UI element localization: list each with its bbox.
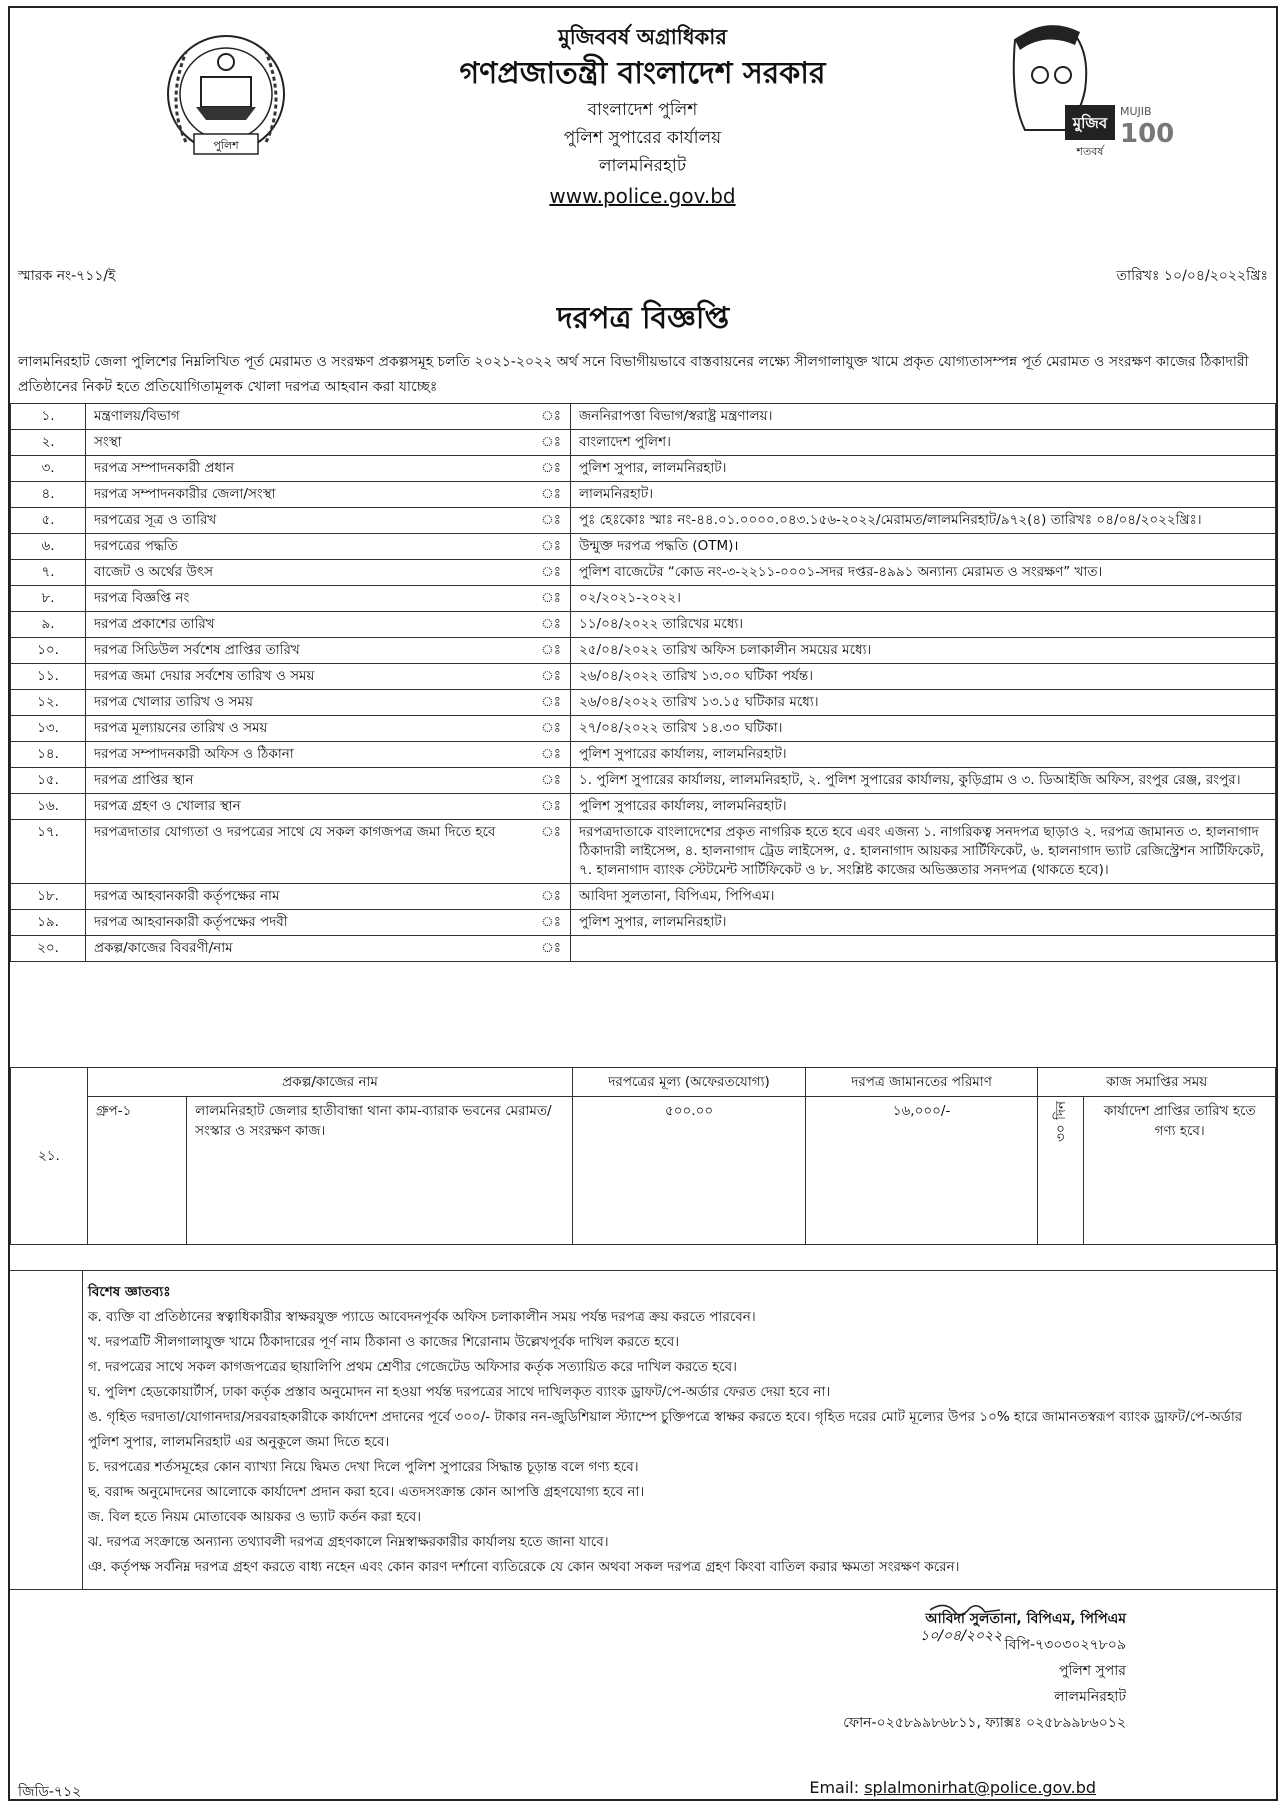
note-item: ঙ. গৃহিত দরদাতা/যোগানদার/সরবরাহকারীকে কার্যাদেশ প্রদানের পূর্বে ৩০০/- টাকার নন-জুডিশিয়াল স্ট্যাম্পে চুক্তিপত্রে স্বাক্ষর করতে হবে। গৃহিত দরের মোট মূল্যের উপর ১০% হারে জামানতস্বরূপ ব্যাংক ড্রাফট/পে-অর্ডার পুলিশ সুপার, লালমনিরহাট এর অনুকূলে জমা দিতে হবে। bbox=[88, 1409, 1243, 1450]
table-row bbox=[11, 820, 1276, 884]
memo-number: স্মারক নং-৭১১/ই bbox=[18, 268, 116, 284]
header-completion-time: কাজ সমাপ্তির সময় bbox=[1038, 1068, 1276, 1097]
group-table bbox=[10, 1067, 1276, 1245]
row-label: বাজেট ও অর্থের উৎস bbox=[86, 560, 533, 586]
note-item: খ. দরপত্রটি সীলগালাযুক্ত খামে ঠিকাদারের পূর্ণ নাম ঠিকানা ও কাজের শিরোনাম উল্লেখপূর্বক দাখিল করতে হবে। bbox=[88, 1334, 680, 1350]
row-value: ২৬/০৪/২০২২ তারিখ ১৩.১৫ ঘটিকার মধ্যে। bbox=[571, 690, 1276, 716]
table-row bbox=[11, 742, 1276, 768]
group-label: গ্রুপ-১ bbox=[87, 1097, 186, 1245]
table-row bbox=[11, 456, 1276, 482]
table-row bbox=[11, 936, 1276, 962]
table-row bbox=[11, 690, 1276, 716]
note-item: ক. ব্যক্তি বা প্রতিষ্ঠানের স্বত্বাধিকারীর স্বাক্ষরযুক্ত প্যাডে আবেদনপূর্বক অফিস চলাকালীন সময় পর্যন্ত দরপত্র ক্রয় করতে পারবেন। bbox=[88, 1309, 756, 1325]
table-row bbox=[11, 910, 1276, 936]
row-value: ২৫/০৪/২০২২ তারিখ অফিস চলাকালীন সময়ের মধ্যে। bbox=[571, 638, 1276, 664]
signatory-designation: পুলিশ সুপার bbox=[1058, 1663, 1126, 1679]
row-label: প্রকল্প/কাজের বিবরণী/নাম bbox=[86, 936, 533, 962]
note-item: চ. দরপত্রের শর্তসমূহের কোন ব্যাখ্যা নিয়ে দ্বিমত দেখা দিলে পুলিশ সুপারের সিদ্ধান্ত চূড়ান্ত বলে গণ্য হবে। bbox=[88, 1459, 639, 1475]
row-colon: ঃ bbox=[532, 586, 571, 612]
row-colon: ঃ bbox=[532, 742, 571, 768]
special-notes bbox=[88, 1280, 1268, 1580]
row-colon: ঃ bbox=[532, 664, 571, 690]
row-value: লালমনিরহাট। bbox=[571, 482, 1276, 508]
table-row bbox=[11, 586, 1276, 612]
table-row bbox=[11, 768, 1276, 794]
row-value: ১১/০৪/২০২২ তারিখের মধ্যে। bbox=[571, 612, 1276, 638]
row-number: ১৩. bbox=[11, 716, 86, 742]
svg-text:100: 100 bbox=[1120, 119, 1175, 149]
row-colon: ঃ bbox=[532, 560, 571, 586]
row-colon: ঃ bbox=[532, 456, 571, 482]
row-value: দরপত্রদাতাকে বাংলাদেশের প্রকৃত নাগরিক হতে হবে এবং এজন্য ১. নাগরিকত্ব সনদপত্র ছাড়াও ২. দরপত্র জামানত ৩. হালনাগাদ ঠিকাদারী লাইসেন্স, ৪. হালনাগাদ ট্রেড লাইসেন্স, ৫. হালনাগাদ আয়কর সার্টিফিকেট, ৬. হালনাগাদ ভ্যাট রেজিস্ট্রেশন সার্টিফিকেট, ৭. হালনাগাদ ব্যাংক স্টেটমেন্ট সার্টিফিকেট ও ৮. সংশ্লিষ্ট কাজের অভিজ্ঞতার সনদপত্র (থাকতে হবে)। bbox=[571, 820, 1276, 884]
email-link[interactable]: splalmonirhat@police.gov.bd bbox=[864, 1778, 1096, 1797]
row-number: ৫. bbox=[11, 508, 86, 534]
row-colon: ঃ bbox=[532, 690, 571, 716]
signatory-district: লালমনিরহাট bbox=[1054, 1689, 1126, 1705]
row-value: পুলিশ বাজেটের “কোড নং-৩-২২১১-০০০১-সদর দপ্তর-৪৯৯১ অন্যান্য মেরামত ও সংরক্ষণ” খাত। bbox=[571, 560, 1276, 586]
row-number: ২. bbox=[11, 430, 86, 456]
table-row bbox=[11, 794, 1276, 820]
tender-details-table bbox=[10, 403, 1276, 962]
row-value: ০২/২০২১-২০২২। bbox=[571, 586, 1276, 612]
row-number: ১৬. bbox=[11, 794, 86, 820]
row-label: দরপত্রের সূত্র ও তারিখ bbox=[86, 508, 533, 534]
svg-text:MUJIB: MUJIB bbox=[1120, 105, 1152, 118]
row-value: ২৭/০৪/২০২২ তারিখ ১৪.৩০ ঘটিকা। bbox=[571, 716, 1276, 742]
svg-text:মুজিব: মুজিব bbox=[1072, 114, 1108, 132]
note-item: জ. বিল হতে নিয়ম মোতাবেক আয়কর ও ভ্যাট কর্তন করা হবে। bbox=[88, 1509, 422, 1525]
signatory-name: আবিদা সুলতানা, বিপিএম, পিপিএম bbox=[925, 1611, 1126, 1627]
row-colon: ঃ bbox=[532, 884, 571, 910]
row-label: দরপত্র জমা দেয়ার সর্বশেষ তারিখ ও সময় bbox=[86, 664, 533, 690]
row-number: ৮. bbox=[11, 586, 86, 612]
row-colon: ঃ bbox=[532, 482, 571, 508]
row-label: দরপত্র খোলার তারিখ ও সময় bbox=[86, 690, 533, 716]
completion-days: ৩০ দিন bbox=[1038, 1097, 1084, 1245]
row-colon: ঃ bbox=[532, 910, 571, 936]
row-value: বাংলাদেশ পুলিশ। bbox=[571, 430, 1276, 456]
table-row bbox=[11, 430, 1276, 456]
row-label: দরপত্র আহবানকারী কর্তৃপক্ষের পদবী bbox=[86, 910, 533, 936]
note-item: ছ. বরাদ্দ অনুমোদনের আলোকে কার্যাদেশ প্রদান করা হবে। এতদসংক্রান্ত কোন আপত্তি গ্রহণযোগ্য হবে না। bbox=[88, 1484, 645, 1500]
row-number: ১০. bbox=[11, 638, 86, 664]
row-colon: ঃ bbox=[532, 716, 571, 742]
row-value: পুঃ হেঃকোঃ স্মাঃ নং-৪৪.০১.০০০০.০৪৩.১৫৬-২০২২/মেরামত/লালমনিরহাট/৯৭২(৪) তারিখঃ ০৪/০৪/২০২২খ্রিঃ। bbox=[571, 508, 1276, 534]
row-value: পুলিশ সুপার, লালমনিরহাট। bbox=[571, 910, 1276, 936]
row-number: ১৭. bbox=[11, 820, 86, 884]
row-value: পুলিশ সুপারের কার্যালয়, লালমনিরহাট। bbox=[571, 794, 1276, 820]
table-row bbox=[11, 482, 1276, 508]
row-colon: ঃ bbox=[532, 820, 571, 884]
svg-text:পুলিশ: পুলিশ bbox=[213, 139, 239, 152]
row-label: দরপত্রের পদ্ধতি bbox=[86, 534, 533, 560]
letterhead bbox=[10, 8, 1276, 248]
row-number: ১৯. bbox=[11, 910, 86, 936]
row-21-number: ২১. bbox=[11, 1068, 88, 1245]
row-label: দরপত্র আহবানকারী কর্তৃপক্ষের নাম bbox=[86, 884, 533, 910]
row-colon: ঃ bbox=[532, 612, 571, 638]
header-price: দরপত্রের মূল্য (অফেরতযোগ্য) bbox=[573, 1068, 806, 1097]
mujib-centenary-logo-icon bbox=[995, 20, 1195, 165]
row-colon: ঃ bbox=[532, 404, 571, 430]
work-name: লালমনিরহাট জেলার হাতীবান্ধা থানা কাম-ব্যারাক ভবনের মেরামত/সংস্কার ও সংরক্ষণ কাজ। bbox=[187, 1097, 573, 1245]
row-colon: ঃ bbox=[532, 794, 571, 820]
district-name: লালমনিরহাট bbox=[598, 156, 687, 176]
table-row bbox=[11, 612, 1276, 638]
notice-page bbox=[8, 6, 1278, 1801]
row-label: দরপত্র প্রকাশের তারিখ bbox=[86, 612, 533, 638]
row-label: দরপত্র গ্রহণ ও খোলার স্থান bbox=[86, 794, 533, 820]
row-label: দরপত্র সম্পাদনকারী প্রধান bbox=[86, 456, 533, 482]
row-colon: ঃ bbox=[532, 936, 571, 962]
row-number: ১৮. bbox=[11, 884, 86, 910]
intro-paragraph: লালমনিরহাট জেলা পুলিশের নিম্নলিখিত পূর্ত মেরামত ও সংরক্ষণ প্রকল্পসমূহ চলতি ২০২১-২০২২ অর্থ সনে বিভাগীয়ভাবে বাস্তবায়নের লক্ষ্যে সীলগালাযুক্ত খামে প্রকৃত যোগ্যতাসম্পন্ন পূর্ত মেরামত ও সংরক্ষণ কাজের ঠিকাদারী প্রতিষ্ঠানের নিকট হতে প্রতিযোগিতামূলক খোলা দরপত্র আহবান করা যাচ্ছেঃ bbox=[18, 354, 1249, 395]
row-number: ১৪. bbox=[11, 742, 86, 768]
notice-date: তারিখঃ ১০/০৪/২০২২খ্রিঃ bbox=[1116, 268, 1268, 284]
office-name: পুলিশ সুপারের কার্যালয় bbox=[563, 128, 722, 148]
table-row bbox=[11, 508, 1276, 534]
row-value bbox=[571, 936, 1276, 962]
svg-text:১০/০৪/২০২২: ১০/০৪/২০২২ bbox=[920, 1628, 1003, 1644]
row-label: দরপত্রদাতার যোগ্যতা ও দরপত্রের সাথে যে সকল কাগজপত্র জমা দিতে হবে bbox=[86, 820, 533, 884]
table-row bbox=[11, 716, 1276, 742]
svg-text:শতবর্ষ: শতবর্ষ bbox=[1076, 145, 1104, 158]
row-label: দরপত্র মূল্যায়নের তারিখ ও সময় bbox=[86, 716, 533, 742]
signatory-phone: ফোন-০২৫৮৯৯৮৬৮১১, ফ্যাক্সঃ ০২৫৮৯৯৮৬০১২ bbox=[843, 1715, 1126, 1731]
department-name: বাংলাদেশ পুলিশ bbox=[587, 100, 698, 120]
table-row bbox=[11, 404, 1276, 430]
row-number: ৬. bbox=[11, 534, 86, 560]
notes-title: বিশেষ জ্ঞাতব্যঃ bbox=[88, 1284, 171, 1300]
footer-code: জিডি-৭১২ bbox=[18, 1784, 82, 1800]
row-number: ১২. bbox=[11, 690, 86, 716]
header-work-name: প্রকল্প/কাজের নাম bbox=[87, 1068, 573, 1097]
row-colon: ঃ bbox=[532, 508, 571, 534]
row-value: ২৬/০৪/২০২২ তারিখ ১৩.০০ ঘটিকা পর্যন্ত। bbox=[571, 664, 1276, 690]
row-value: পুলিশ সুপার, লালমনিরহাট। bbox=[571, 456, 1276, 482]
government-title: গণপ্রজাতন্ত্রী বাংলাদেশ সরকার bbox=[459, 56, 826, 91]
row-label: সংস্থা bbox=[86, 430, 533, 456]
row-value: ১. পুলিশ সুপারের কার্যালয়, লালমনিরহাট, ২. পুলিশ সুপারের কার্যালয়, কুড়িগ্রাম ও ৩. ডিআইজি অফিস, রংপুর রেঞ্জ, রংপুর। bbox=[571, 768, 1276, 794]
row-label: মন্ত্রণালয়/বিভাগ bbox=[86, 404, 533, 430]
priority-line: মুজিববর্ষ অগ্রাধিকার bbox=[558, 25, 727, 49]
row-number: ১১. bbox=[11, 664, 86, 690]
completion-note: কার্যাদেশ প্রাপ্তির তারিখ হতে গণ্য হবে। bbox=[1084, 1097, 1276, 1245]
row-colon: ঃ bbox=[532, 430, 571, 456]
row-colon: ঃ bbox=[532, 768, 571, 794]
table-row bbox=[11, 638, 1276, 664]
row-number: ৩. bbox=[11, 456, 86, 482]
row-number: ১৫. bbox=[11, 768, 86, 794]
table-row bbox=[11, 534, 1276, 560]
notice-title: দরপত্র বিজ্ঞপ্তি bbox=[556, 301, 730, 336]
signatory-bp: বিপি-৭৩০৩০২৭৮০৯ bbox=[1004, 1637, 1126, 1653]
email-line: Email: splalmonirhat@police.gov.bd bbox=[809, 1778, 1096, 1797]
security-amount: ১৬,০০০/- bbox=[805, 1097, 1038, 1245]
row-colon: ঃ bbox=[532, 534, 571, 560]
row-number: ৭. bbox=[11, 560, 86, 586]
row-value: পুলিশ সুপারের কার্যালয়, লালমনিরহাট। bbox=[571, 742, 1276, 768]
police-emblem-icon bbox=[146, 22, 306, 172]
row-label: দরপত্র সম্পাদনকারীর জেলা/সংস্থা bbox=[86, 482, 533, 508]
header-security: দরপত্র জামানতের পরিমাণ bbox=[805, 1068, 1038, 1097]
row-number: ১. bbox=[11, 404, 86, 430]
row-number: ২০. bbox=[11, 936, 86, 962]
note-item: ঞ. কর্তৃপক্ষ সর্বনিম্ন দরপত্র গ্রহণ করতে বাধ্য নহেন এবং কোন কারণ দর্শানো ব্যতিরেকে যে কোন অথবা সকল দরপত্র গ্রহণ কিংবা বাতিল করার ক্ষমতা সংরক্ষণ করেন। bbox=[88, 1559, 960, 1575]
table-row bbox=[11, 884, 1276, 910]
row-value: জননিরাপত্তা বিভাগ/স্বরাষ্ট্র মন্ত্রণালয়। bbox=[571, 404, 1276, 430]
row-label: দরপত্র প্রাপ্তির স্থান bbox=[86, 768, 533, 794]
row-label: দরপত্র সম্পাদনকারী অফিস ও ঠিকানা bbox=[86, 742, 533, 768]
note-item: ঝ. দরপত্র সংক্রান্তে অন্যান্য তথ্যাবলী দরপত্র গ্রহণকালে নিম্নস্বাক্ষরকারীর কার্যালয় হতে জানা যাবে। bbox=[88, 1534, 609, 1550]
table-row bbox=[11, 664, 1276, 690]
row-number: ৪. bbox=[11, 482, 86, 508]
website-link[interactable]: www.police.gov.bd bbox=[549, 184, 736, 208]
note-item: গ. দরপত্রের সাথে সকল কাগজপত্রের ছায়ালিপি প্রথম শ্রেণীর গেজেটেড অফিসার কর্তৃক সত্যায়িত করে দাখিল করতে হবে। bbox=[88, 1359, 738, 1375]
row-value: আবিদা সুলতানা, বিপিএম, পিপিএম। bbox=[571, 884, 1276, 910]
row-number: ৯. bbox=[11, 612, 86, 638]
table-row bbox=[11, 560, 1276, 586]
note-item: ঘ. পুলিশ হেডকোয়ার্টার্স, ঢাকা কর্তৃক প্রস্তাব অনুমোদন না হওয়া পর্যন্ত দরপত্রের সাথে দাখিলকৃত ব্যাংক ড্রাফট/পে-অর্ডার ফেরত দেয়া হবে না। bbox=[88, 1384, 831, 1400]
tender-price: ৫০০.০০ bbox=[573, 1097, 806, 1245]
row-value: উন্মুক্ত দরপত্র পদ্ধতি (OTM)। bbox=[571, 534, 1276, 560]
row-label: দরপত্র সিডিউল সর্বশেষ প্রাপ্তির তারিখ bbox=[86, 638, 533, 664]
row-label: দরপত্র বিজ্ঞপ্তি নং bbox=[86, 586, 533, 612]
signature-block bbox=[826, 1606, 1126, 1736]
row-colon: ঃ bbox=[532, 638, 571, 664]
